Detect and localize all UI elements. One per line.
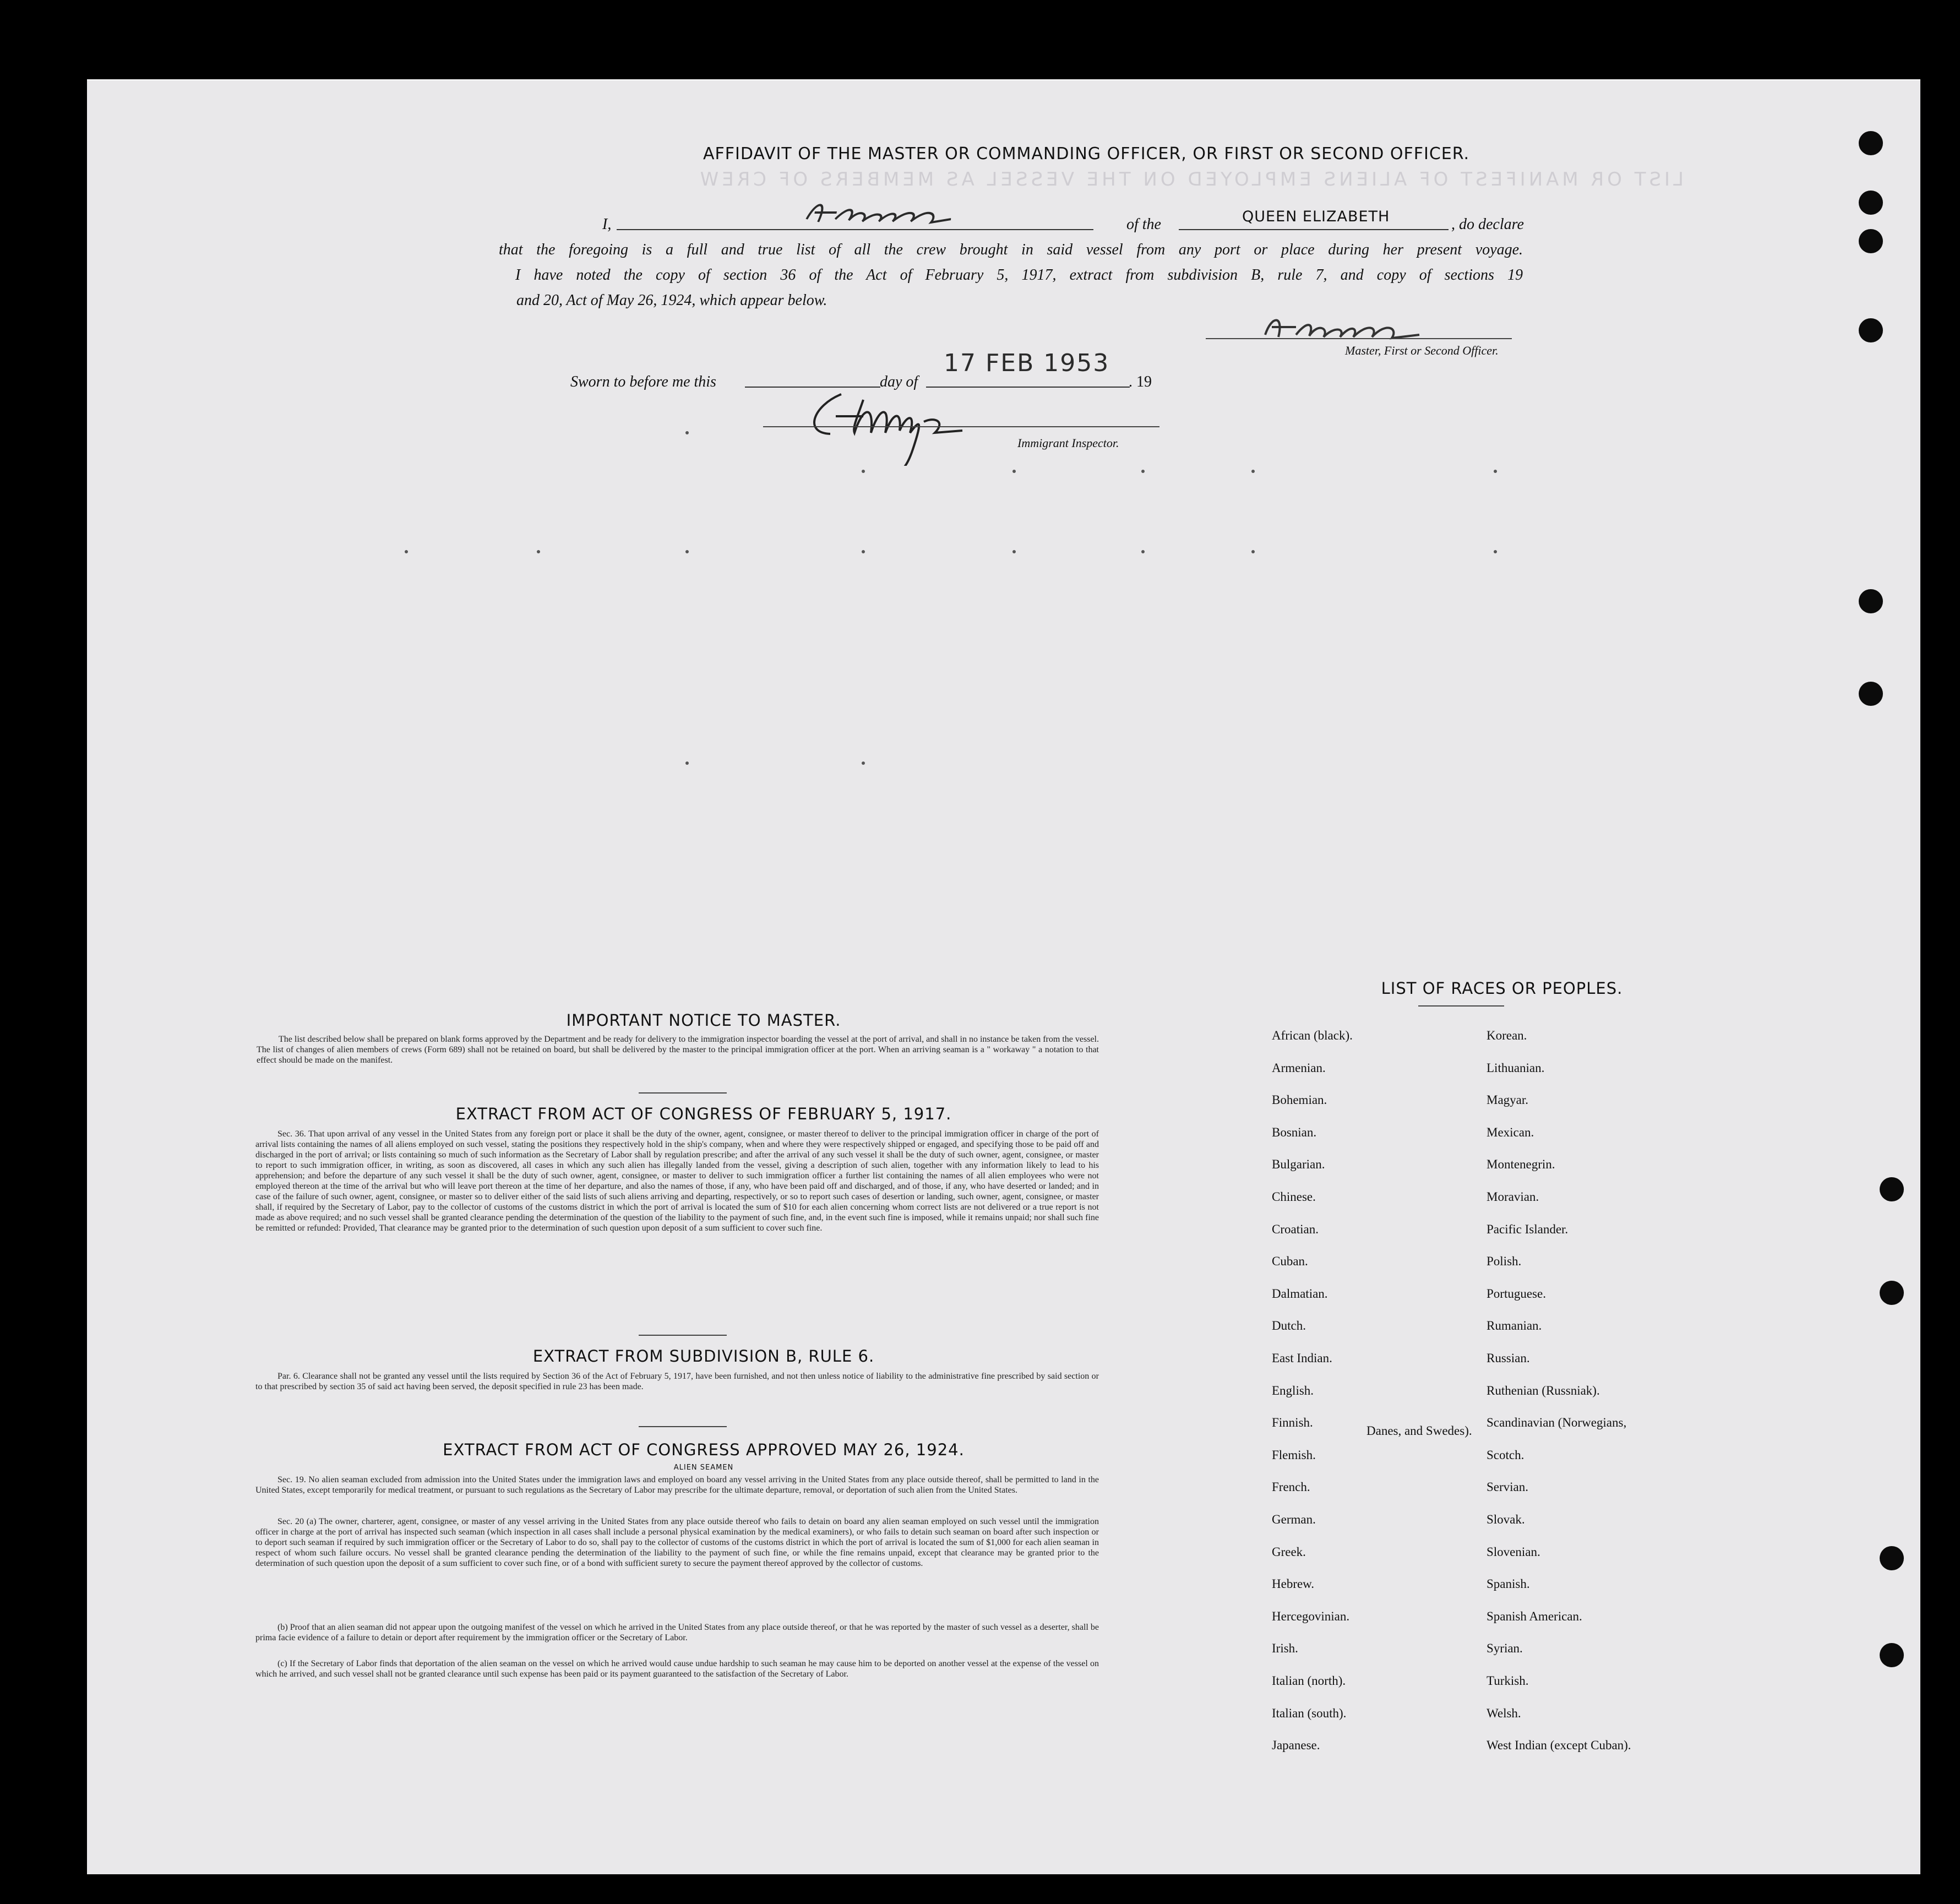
extract-1924-sec20b: (b) Proof that an alien seaman did not appear upon the outgoing manifest of the vessel on which he arrived in the United States from any place outside thereof, or that he was reported by the master of such vessel as a deserter, shall be prima facie evidence of a failure to detain or deport after requirement by the immigration officer or the Secretary of Labor. bbox=[255, 1623, 1099, 1642]
extract-1924-sec20a: Sec. 20 (a) The owner, charterer, agent, consignee, or master of any vessel arriving in the United States from any place outside thereof who fails to detain on board any alien seaman employed on such vessel until the immigration officer in charge at the port of arrival has inspected such seaman (which inspection in all cases shall include a personal physical examination by the medical examiners), or who fails to detain such seaman on board after such inspection or to deport such seaman if required by such immigration officer or the Secretary of Labor to do so, shall pay to the collector of customs of the customs district in which the port of arrival is located the sum of $1,000 for each alien seaman in respect of whom such failure occurs. No vessel shall be granted clearance pending the determination of the liability to the payment of such fine, or while the fine remains unpaid, except that clearance may be granted prior to the determination of such question upon the deposit of a sum sufficient to cover such fine, or of a bond with sufficient surety to secure the payment thereof approved by the collector of customs. bbox=[255, 1517, 1099, 1568]
race-item: Armenian. bbox=[1272, 1060, 1326, 1075]
punch-hole bbox=[1859, 318, 1883, 342]
race-item: Spanish. bbox=[1487, 1577, 1530, 1591]
punch-hole bbox=[1880, 1281, 1904, 1305]
extract-1917-body: Sec. 36. That upon arrival of any vessel in the United States from any foreign port or place it shall be the duty of the owner, agent, consignee, or master thereof to deliver to the principal immigration officer in charge of the port of arrival lists containing the names of all aliens employed on such vessel, stating the positions they respectively hold in the ship's company, when and where they were respectively shipped or engaged, and specifying those to be paid off and discharged in the port of arrival; or lists containing so much of such information as the Secretary of Labor shall by regulation prescribe; and after the arrival of any such vessel it shall be the duty of such owner, agent, consignee, or master to report to such immigration officer, in writing, as soon as discovered, all cases in which any such alien has illegally landed from the vessel, giving a description of such alien, together with any information likely to lead to his apprehension; and before the departure of any such vessel it shall be the duty of such owner, agent, consignee, or master to deliver to such immigration officer a further list containing the names of all alien employees who were not employed thereon at the time of the arrival but who will leave port thereon at the time of her departure, and also the names of those, if any, who have been paid off and discharged, and of those, if any, who have deserted or landed; and in case of the failure of such owner, agent, consignee, or master so to deliver either of the said lists of such aliens arriving and departing, respectively, or so to report such cases of desertion or landing, such owner, agent, consignee, or master shall, if required by the Secretary of Labor, pay to the collector of customs of the customs district in which the port of arrival is located the sum of $10 for each alien concerning whom correct lists are not delivered or a true report is not made as above required; and no such vessel shall be granted clearance pending the determination of the question of the liability to the payment of such fine, and, in the event such fine is imposed, while it remains unpaid; nor shall such fine be remitted or refunded: Provided, That clearance may be granted prior to the determination of such question upon deposit of a sum sufficient to cover such fine. bbox=[255, 1129, 1099, 1233]
race-item: Spanish American. bbox=[1487, 1609, 1582, 1623]
divider-2 bbox=[639, 1335, 727, 1336]
extract-rule6-title: EXTRACT FROM SUBDIVISION B, RULE 6. bbox=[532, 1347, 875, 1366]
race-item: Scotch. bbox=[1487, 1448, 1525, 1462]
race-item: Polish. bbox=[1487, 1254, 1522, 1269]
extract-1917-title: EXTRACT FROM ACT OF CONGRESS OF FEBRUARY 5, 1917. bbox=[455, 1105, 952, 1123]
punch-hole bbox=[1880, 1177, 1904, 1201]
race-item: African (black). bbox=[1272, 1029, 1353, 1042]
race-item: Bulgarian. bbox=[1272, 1157, 1325, 1172]
i-label: I, bbox=[602, 216, 612, 233]
race-item: Montenegrin. bbox=[1487, 1157, 1555, 1172]
date-stamp: 17 FEB 1953 bbox=[944, 349, 1110, 377]
race-item: Hercegovinian. bbox=[1272, 1609, 1350, 1623]
race-item: Rumanian. bbox=[1487, 1319, 1542, 1333]
sworn-label: Sworn to before me this bbox=[570, 373, 716, 390]
race-item: Flemish. bbox=[1272, 1448, 1316, 1462]
notice-title: IMPORTANT NOTICE TO MASTER. bbox=[566, 1011, 841, 1030]
extract-1924-sec20c: (c) If the Secretary of Labor finds that deportation of the alien seaman on the vessel on which he arrived would cause undue hardship to such seaman he may cause him to be deported on another vessel at the expense of the vessel on which he arrived, and such vessel shall not be granted clearance until such expense has been paid or its payment guaranteed to the satisfaction of the Secretary of Labor. bbox=[255, 1659, 1099, 1679]
race-item: French. bbox=[1272, 1480, 1310, 1494]
of-the-label: of the bbox=[1126, 216, 1161, 233]
punch-hole bbox=[1859, 191, 1883, 215]
race-item: Portuguese. bbox=[1487, 1286, 1546, 1301]
year-prefix: . 19 bbox=[1129, 373, 1152, 390]
race-item: Italian (south). bbox=[1272, 1706, 1347, 1720]
race-item: Bosnian. bbox=[1272, 1125, 1317, 1139]
race-item: Italian (north). bbox=[1272, 1674, 1346, 1688]
race-item: East Indian. bbox=[1272, 1351, 1332, 1365]
vessel-name: QUEEN ELIZABETH bbox=[1242, 208, 1390, 225]
races-title: LIST OF RACES OR PEOPLES. bbox=[1381, 979, 1623, 998]
punch-hole bbox=[1880, 1546, 1904, 1570]
race-item: Dutch. bbox=[1272, 1319, 1306, 1333]
race-item: Irish. bbox=[1272, 1641, 1298, 1656]
race-item: English. bbox=[1272, 1383, 1314, 1397]
race-item: Moravian. bbox=[1487, 1190, 1539, 1204]
race-item: Lithuanian. bbox=[1487, 1060, 1545, 1075]
affidavit-line-3: I have noted the copy of section 36 of the Act of February 5, 1917, extract from subdivision B, rule 7, and copy of sections 19 bbox=[515, 266, 1523, 284]
race-item: Croatian. bbox=[1272, 1222, 1319, 1236]
race-item: Magyar. bbox=[1487, 1093, 1529, 1107]
affidavit-line-2: that the foregoing is a full and true list of all the crew brought in said vessel from any port or place during her present voyage. bbox=[499, 241, 1523, 258]
race-item: Japanese. bbox=[1272, 1738, 1320, 1753]
race-item: Mexican. bbox=[1487, 1125, 1534, 1139]
race-item: Servian. bbox=[1487, 1480, 1529, 1494]
race-item: Greek. bbox=[1272, 1544, 1306, 1559]
affidavit-line-4: and 20, Act of May 26, 1924, which appear below. bbox=[516, 292, 827, 309]
race-item: Pacific Islander. bbox=[1487, 1222, 1569, 1236]
race-item: Turkish. bbox=[1487, 1674, 1529, 1688]
document-page bbox=[87, 79, 1920, 1874]
extract-1924-title: EXTRACT FROM ACT OF CONGRESS APPROVED MAY 26, 1924. bbox=[443, 1440, 965, 1459]
master-signature-line bbox=[1206, 338, 1512, 339]
race-item: Slovak. bbox=[1487, 1513, 1525, 1526]
race-item: Chinese. bbox=[1272, 1190, 1316, 1204]
race-item: German. bbox=[1272, 1513, 1316, 1526]
master-signature-2 bbox=[1260, 311, 1425, 349]
race-item: Syrian. bbox=[1487, 1641, 1523, 1656]
punch-hole bbox=[1859, 229, 1883, 253]
race-item: Hebrew. bbox=[1272, 1577, 1315, 1591]
do-declare: , do declare bbox=[1451, 216, 1524, 233]
race-item: Finnish. bbox=[1272, 1416, 1313, 1430]
inspector-signature-line bbox=[763, 426, 1159, 427]
affidavit-title: AFFIDAVIT OF THE MASTER OR COMMANDING OFFICER, OR FIRST OR SECOND OFFICER. bbox=[703, 144, 1470, 164]
extract-rule6-body: Par. 6. Clearance shall not be granted any vessel until the lists required by Section 36 of the Act of February 5, 1917, have been furnished, and not then unless notice of liability to the administrative fine prescribed by said section or to that prescribed by section 35 of said act having been served, the deposit specified in rule 23 has been made. bbox=[255, 1372, 1099, 1391]
punch-hole bbox=[1859, 131, 1883, 155]
punch-hole bbox=[1859, 682, 1883, 706]
form-dot-row bbox=[87, 554, 1739, 556]
race-item: Cuban. bbox=[1272, 1254, 1308, 1269]
race-item: Korean. bbox=[1487, 1029, 1527, 1042]
race-item: Bohemian. bbox=[1272, 1093, 1327, 1107]
divider-3 bbox=[639, 1426, 727, 1427]
day-of-label: day of bbox=[880, 373, 918, 390]
extract-1924-sec19: Sec. 19. No alien seaman excluded from admission into the United States under the immigration laws and employed on board any vessel arriving in the United States from any place outside thereof, shall be permitted to land in the United States, except temporarily for medical treatment, or pursuant to such regulations as the Secretary of Labor may prescribe for the ultimate departure, removal, or deportation of such alien from the United States. bbox=[255, 1475, 1099, 1495]
races-title-rule bbox=[1418, 1005, 1504, 1007]
inspector-caption: Immigrant Inspector. bbox=[1017, 436, 1119, 450]
master-signature-1 bbox=[798, 197, 961, 237]
extract-1924-subtitle: ALIEN SEAMEN bbox=[673, 1464, 734, 1472]
master-caption: Master, First or Second Officer. bbox=[1345, 344, 1499, 357]
race-item: West Indian (except Cuban). bbox=[1487, 1738, 1631, 1753]
race-scandinavian-cont: Danes, and Swedes). bbox=[1366, 1424, 1472, 1438]
race-item: Slovenian. bbox=[1487, 1544, 1540, 1559]
race-item: Welsh. bbox=[1487, 1706, 1521, 1720]
race-item: Ruthenian (Russniak). bbox=[1487, 1383, 1600, 1397]
race-item: Dalmatian. bbox=[1272, 1286, 1328, 1301]
race-item: Russian. bbox=[1487, 1351, 1530, 1365]
bleed-through-header: LIST OR MANIFEST OF ALIENS EMPLOYED ON THE VESSEL AS MEMBERS OF CREW bbox=[696, 168, 1684, 191]
punch-hole bbox=[1880, 1643, 1904, 1667]
notice-body: The list described below shall be prepared on blank forms approved by the Department and be ready for delivery to the immigration inspector boarding the vessel at the port of arrival, and shall in no instance be taken from the vessel. The list of changes of alien members of crews (Form 689) shall not be retained on board, but shall be delivered by the master to the principal immigration officer at the port. When an arriving seaman is a " workaway " a notation to that effect should be made on the manifest. bbox=[257, 1035, 1099, 1065]
divider-1 bbox=[639, 1092, 727, 1094]
punch-hole bbox=[1859, 589, 1883, 613]
race-item: Scandinavian (Norwegians, bbox=[1487, 1416, 1627, 1430]
